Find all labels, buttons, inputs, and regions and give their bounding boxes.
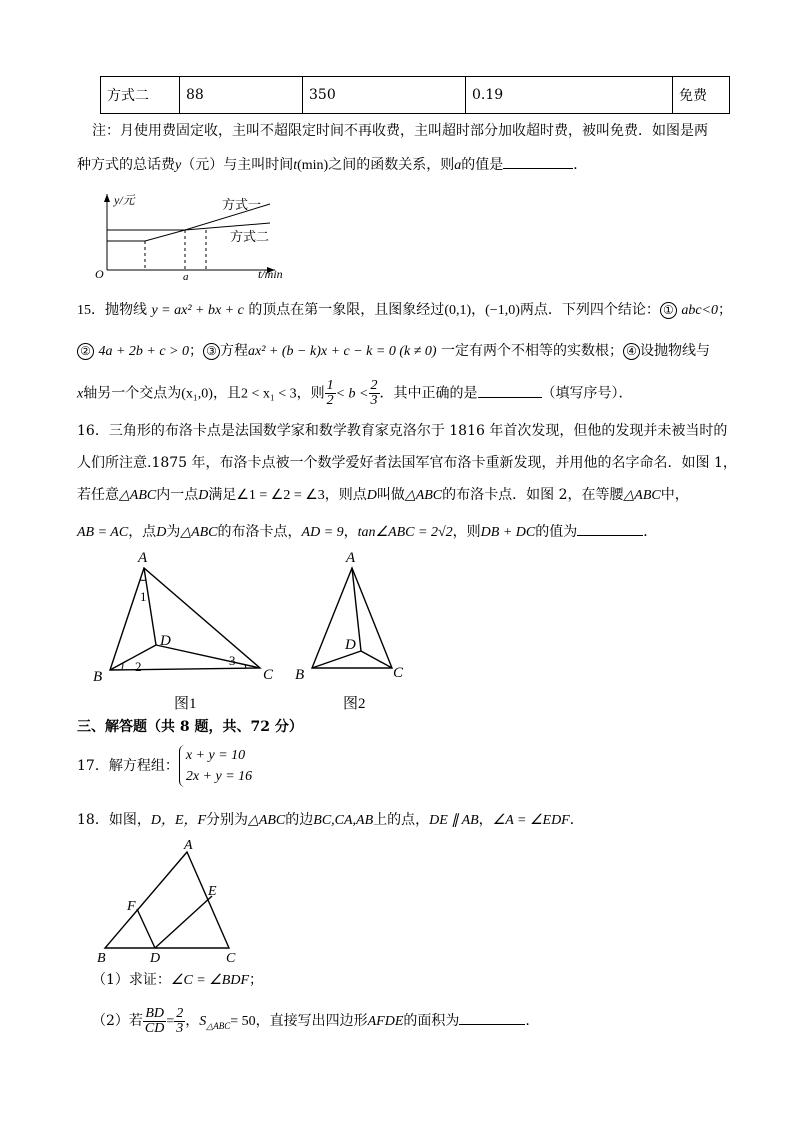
y-axis-label: y/元 [114,193,135,207]
vertex-B-label: B [97,951,106,966]
vertex-B-label: B [295,667,305,683]
fraction-two-thirds: $\frac{2}{3}$ [176,1005,184,1036]
q16-line2: 人们所注意.1875 年，布洛卡点被一个数学爱好者法国军官布洛卡重新发现，并用他的名字命名．如图 1， [77,455,737,471]
circle-number-4: ④ [623,343,640,360]
q16-figure-1 [88,548,288,713]
point-D-label: D [160,633,171,649]
table-cell: 免费 [673,77,730,114]
q16-line4: AB = AC，点D为△ABC的布洛卡点，AD = 9，tan∠ABC = 2√2，则DB + DC的值为 ． [77,520,657,543]
pricing-table [100,76,730,114]
fraction-bd-cd: $\frac{BD}{CD}$ [144,1005,165,1036]
figure-1-caption: 图1 [174,696,197,712]
point-D-label: D [150,951,161,966]
circle-number-3: ③ [203,343,220,360]
answer-blank [478,382,542,398]
table-cell: 88 [180,77,303,114]
q14-graph [90,190,300,280]
vertex-A-label: A [138,550,148,566]
q14-note-line1: 注：月使用费固定收，主叫不超限定时间不再收费，主叫超时部分加收超时费，被叫免费．如图是两 [92,123,708,139]
line1-label: 方式一 [222,197,262,212]
point-D-label: D [345,637,356,653]
vertex-A-label: A [184,838,193,853]
angle-3-label: 3 [229,653,236,668]
q16-line1: 16．三角形的布洛卡点是法国数学家和数学教育家克洛尔于 1816 年首次发现，但他的发现并未被当时的 [77,423,728,439]
q18-part1: （1）求证：∠C = ∠BDF； [92,972,264,988]
answer-blank [503,153,573,169]
angle-2-label: 2 [135,659,142,674]
line2-label: 方式二 [230,229,270,244]
table-cell: 350 [303,77,466,114]
fraction-two-thirds: $\frac{2}{3}$ [370,378,378,408]
q16-line3: 若任意△ABC内一点D满足∠1 = ∠2 = ∠3，则点D叫做△ABC的布洛卡点．如图 2，在等腰△ABC中， [77,487,689,503]
vertex-C-label: C [226,951,236,966]
table-cell: 方式二 [101,77,180,114]
section-heading: 三、解答题（共 8 题，共、72 分） [77,719,303,735]
x-axis-label: t/min [258,267,283,280]
table-cell: 0.19 [466,77,673,114]
point-E-label: E [208,884,217,899]
a-tick-label: a [183,271,189,280]
q18-part2: （2）若 $\frac{BD}{CD}$ = $\frac{2}{3}$ ，$S_{\triangle ABC}= 50$，直接写出四边形AFDE的面积为 . [92,1005,530,1036]
q18-figure [88,838,258,968]
equation-system: x + y = 10 2x + y = 16 [179,745,252,787]
q16-figure-2 [290,548,420,713]
answer-blank [459,1009,525,1025]
circle-number-1: ① [660,302,677,319]
vertex-A-label: A [346,550,356,566]
q17: 17．解方程组： x + y = 10 2x + y = 16 [77,744,252,788]
vertex-B-label: B [93,669,103,685]
answer-blank [577,520,643,536]
point-F-label: F [127,899,136,914]
table-row [101,77,730,114]
figure-2-caption: 图2 [343,696,366,712]
fraction-one-half: $\frac{1}{2}$ [326,378,334,408]
q15-line3: x轴另一个交点为(x₁,0)，且2 < x₁ < 3，则 $\frac{1}{2}$ < b < $\frac{2}{3}$ ．其中正确的是 （填写序号）． [77,378,633,408]
q15-line1: 15．抛物线 y = ax² + bx + c 的顶点在第一象限，且图象经过(0,1)，(−1,0)两点．下列四个结论： ① abc<0； [77,302,732,318]
q18-line1: 18．如图，D，E，F分别为△ABC的边BC,CA,AB上的点，DE ∥ AB，∠A = ∠EDF． [77,812,584,828]
angle-1-label: 1 [140,589,147,604]
origin-label: O [95,267,104,280]
q14-note-line2: 种方式的总话费y（元）与主叫时间t(min)之间的函数关系，则a的值是 ． [77,153,587,176]
vertex-C-label: C [393,665,404,681]
vertex-C-label: C [263,667,274,683]
circle-number-2: ② [77,343,94,360]
q15-line2: ② 4a + 2b + c > 0； ③ 方程ax² + (b − k)x + c − k = 0 (k ≠ 0) 一定有两个不相等的实数根； ④ 设抛物线与 [77,341,710,362]
